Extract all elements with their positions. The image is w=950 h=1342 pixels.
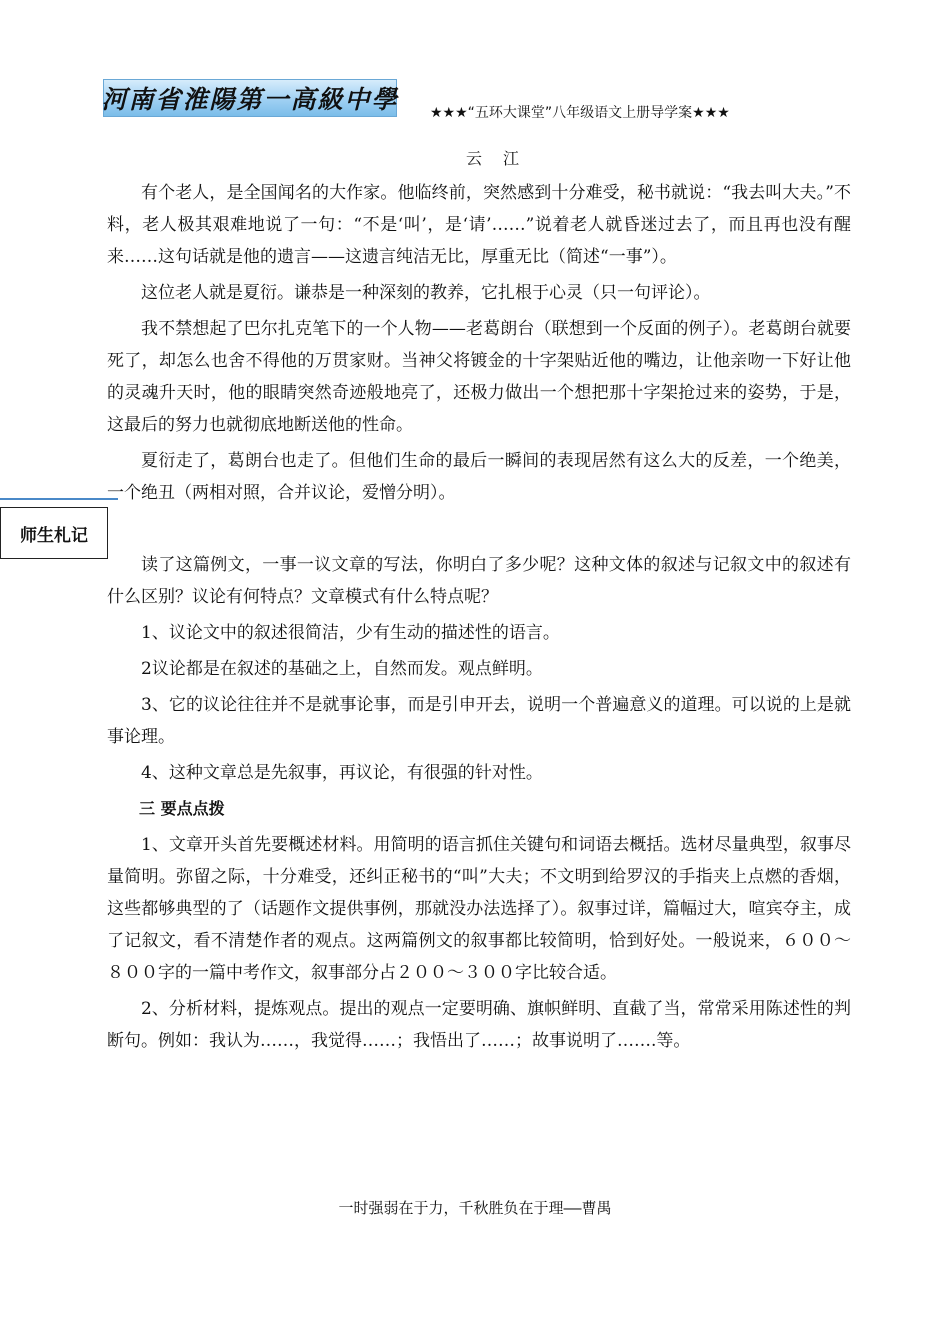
article-paragraph: 有个老人，是全国闻名的大作家。他临终前，突然感到十分难受，秘书就说：“我去叫大夫。”不料，老人极其艰难地说了一句：“不是‘叫’，是‘请’……”说着老人就昏迷过去了，而且再也没有醒来……这句话就是他的遗言——这遗言纯洁无比，厚重无比（简述“一事”）。 bbox=[107, 183, 851, 267]
article-title: 云 江 bbox=[465, 149, 528, 168]
section-heading: 三 要点点拨 bbox=[139, 799, 225, 818]
article-paragraph: 我不禁想起了巴尔扎克笔下的一个人物——老葛朗台（联想到一个反面的例子）。老葛朗台就要死了，却怎么也舍不得他的万贯家财。当神父将镀金的十字架贴近他的嘴边，让他亲吻一下好让他的灵魂升天时，他的眼睛突然奇迹般地亮了，还极力做出一个想把那十字架抢过来的姿势，于是，这最后的努力也就彻底地断送他的性命。 bbox=[107, 319, 851, 435]
document-body bbox=[107, 177, 851, 1057]
key-point: 1、文章开头首先要概述材料。用简明的语言抓住关键句和词语去概括。选材尽量典型，叙事尽量简明。弥留之际，十分难受，还纠正秘书的“叫”大夫；不文明到给罗汉的手指夹上点燃的香烟，这些都够典型的了（话题作文提供事例，那就没办法选择了）。叙事过详，篇幅过大，喧宾夺主，成了记叙文，看不清楚作者的观点。这两篇例文的叙事都比较简明，恰到好处。一般说来，６００～８００字的一篇中考作文，叙事部分占２００～３００字比较合适。 bbox=[107, 835, 851, 983]
notes-label: 师生札记 bbox=[20, 525, 88, 546]
course-title: ★★★“五环大课堂”八年级语文上册导学案★★★ bbox=[430, 105, 730, 121]
footer-quote: 一时强弱在于力，千秋胜负在于理——曹禺 bbox=[338, 1199, 612, 1217]
analysis-intro: 读了这篇例文，一事一议文章的写法，你明白了多少呢？这种文体的叙述与记叙文中的叙述有什么区别？议论有何特点？文章模式有什么特点呢？ bbox=[107, 555, 851, 607]
article-paragraph: 这位老人就是夏衍。谦恭是一种深刻的教养，它扎根于心灵（只一句评论）。 bbox=[141, 283, 711, 303]
school-logo-text: 河南省淮陽第一高級中學 bbox=[101, 85, 399, 114]
analysis-point: 1、议论文中的叙述很简洁，少有生动的描述性的语言。 bbox=[141, 623, 560, 643]
analysis-point: 2议论都是在叙述的基础之上，自然而发。观点鲜明。 bbox=[141, 659, 543, 679]
article-paragraph: 夏衍走了，葛朗台也走了。但他们生命的最后一瞬间的表现居然有这么大的反差，一个绝美，一个绝丑（两相对照，合并议论，爱憎分明）。 bbox=[107, 451, 851, 503]
sidebar-divider bbox=[0, 498, 118, 500]
school-logo bbox=[103, 79, 397, 117]
notes-label-box bbox=[0, 507, 108, 559]
analysis-point: 4、这种文章总是先叙事，再议论，有很强的针对性。 bbox=[141, 763, 543, 783]
section-gap bbox=[107, 509, 851, 549]
key-point: 2、分析材料，提炼观点。提出的观点一定要明确、旗帜鲜明、直截了当，常常采用陈述性的判断句。例如：我认为……，我觉得……；我悟出了……；故事说明了…….等。 bbox=[107, 999, 851, 1051]
analysis-point: 3、它的议论往往并不是就事论事，而是引申开去，说明一个普遍意义的道理。可以说的上是就事论理。 bbox=[107, 695, 851, 747]
